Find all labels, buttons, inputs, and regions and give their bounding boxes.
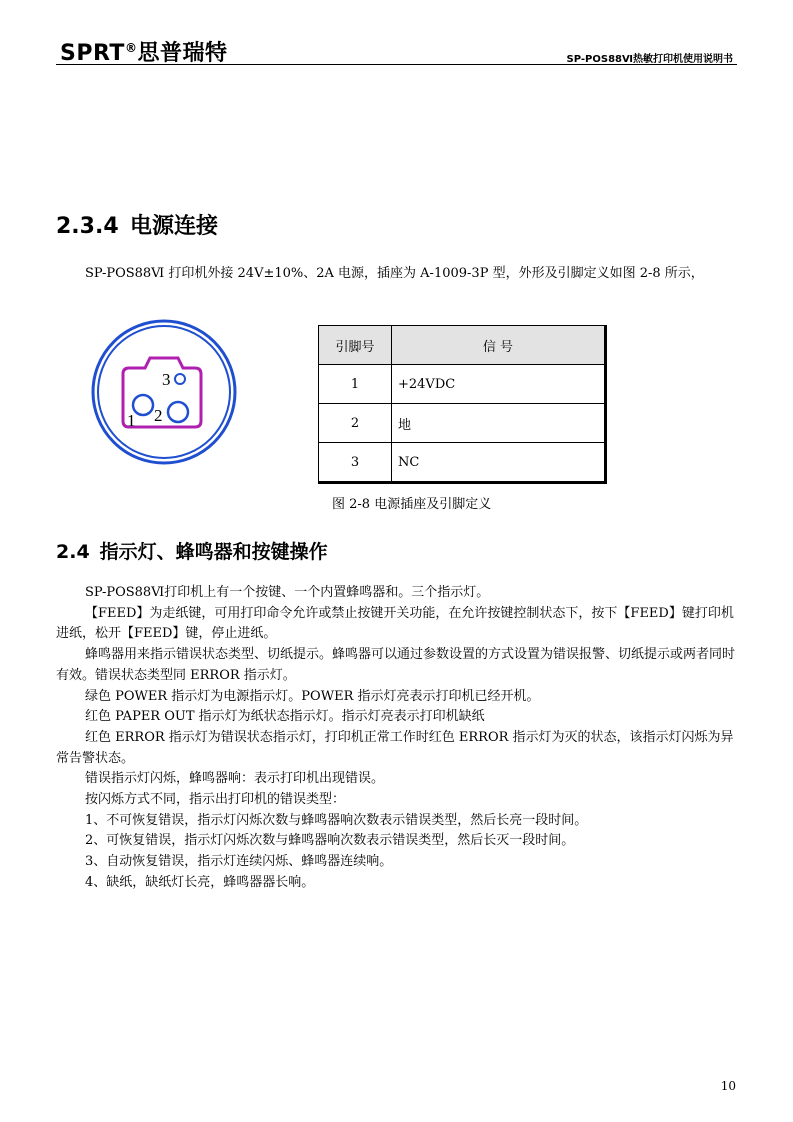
registered-mark: ® xyxy=(124,41,138,55)
figure-caption: 图 2-8 电源插座及引脚定义 xyxy=(332,497,492,512)
subsection-number: 2.4 xyxy=(56,541,90,563)
signal-cell: NC xyxy=(392,443,606,483)
subsection-heading xyxy=(56,537,328,564)
connector-inner-ring xyxy=(98,326,230,458)
connector-pin-2 xyxy=(168,402,188,422)
paragraph: 蜂鸣器用来指示错误状态类型、切纸提示。蜂鸣器可以通过参数设置的方式设置为错误报警、切纸提示或两者同时有效。错误状态类型同 ERROR 指示灯。 xyxy=(56,647,736,683)
pin-label-1: 1 xyxy=(127,411,136,430)
paragraph: SP-POS88Ⅵ打印机上有一个按键、一个内置蜂鸣器和。三个指示灯。 xyxy=(85,585,490,600)
brand-chinese: 思普瑞特 xyxy=(137,41,228,66)
page-number: 10 xyxy=(720,1079,736,1093)
paragraph: 2、可恢复错误，指示灯闪烁次数与蜂鸣器响次数表示错误类型，然后长灭一段时间。 xyxy=(85,833,575,849)
pin-cell: 3 xyxy=(319,443,392,483)
paragraph: 红色 ERROR 指示灯为错误状态指示灯，打印机正常工作时红色 ERROR 指示灯为灭的状态，该指示灯闪烁为异常告警状态。 xyxy=(56,729,734,766)
connector-pin-1 xyxy=(133,395,153,415)
table-row xyxy=(319,404,606,443)
pin-definition-table xyxy=(318,325,607,484)
header-divider xyxy=(56,64,737,65)
power-connector-diagram xyxy=(90,318,238,466)
table-row xyxy=(319,443,606,483)
paragraph: 绿色 POWER 指示灯为电源指示灯。POWER 指示灯亮表示打印机已经开机。 xyxy=(85,688,540,704)
pin-cell: 2 xyxy=(319,404,392,443)
section-title: 电源连接 xyxy=(130,214,219,239)
document-title: SP-POS88Ⅵ热敏打印机使用说明书 xyxy=(566,54,733,65)
header-pin: 引脚号 xyxy=(319,326,392,365)
section-heading xyxy=(56,209,218,240)
paragraph: 【FEED】为走纸键，可用打印命令允许或禁止按键开关功能，在允许按键控制状态下，按下【FEED】键打印机进纸，松开【FEED】键，停止进纸。 xyxy=(56,605,734,642)
paragraph: 3、自动恢复错误，指示灯连续闪烁、蜂鸣器连续响。 xyxy=(85,854,393,870)
paragraph: 4、缺纸，缺纸灯长亮，蜂鸣器器长响。 xyxy=(85,874,315,890)
section-intro: SP-POS88Ⅵ 打印机外接 24V±10%、2A 电源，插座为 A-1009-3P 型，外形及引脚定义如图 2-8 所示， xyxy=(85,266,704,281)
brand-logo xyxy=(60,36,227,67)
connector-outer-ring xyxy=(93,321,235,463)
section-number: 2.3.4 xyxy=(56,214,119,239)
connector-pin-3 xyxy=(175,374,185,384)
pin-label-3: 3 xyxy=(162,370,171,389)
paragraph: 红色 PAPER OUT 指示灯为纸状态指示灯。指示灯亮表示打印机缺纸 xyxy=(85,709,485,725)
paragraph: 按闪烁方式不同，指示出打印机的错误类型： xyxy=(85,792,346,808)
header-signal: 信 号 xyxy=(392,326,606,365)
subsection-title: 指示灯、蜂鸣器和按键操作 xyxy=(99,541,328,563)
signal-cell: 地 xyxy=(392,404,606,443)
table-row xyxy=(319,365,606,404)
paragraph: 错误指示灯闪烁，蜂鸣器响：表示打印机出现错误。 xyxy=(85,771,385,787)
signal-cell: +24VDC xyxy=(392,365,606,404)
pin-cell: 1 xyxy=(319,365,392,404)
body-text xyxy=(56,583,740,894)
pin-label-2: 2 xyxy=(154,406,163,425)
table-header-row xyxy=(319,326,606,365)
brand-latin: SPRT xyxy=(60,41,125,66)
paragraph: 1、不可恢复错误，指示灯闪烁次数与蜂鸣器响次数表示错误类型，然后长亮一段时间。 xyxy=(85,812,588,828)
